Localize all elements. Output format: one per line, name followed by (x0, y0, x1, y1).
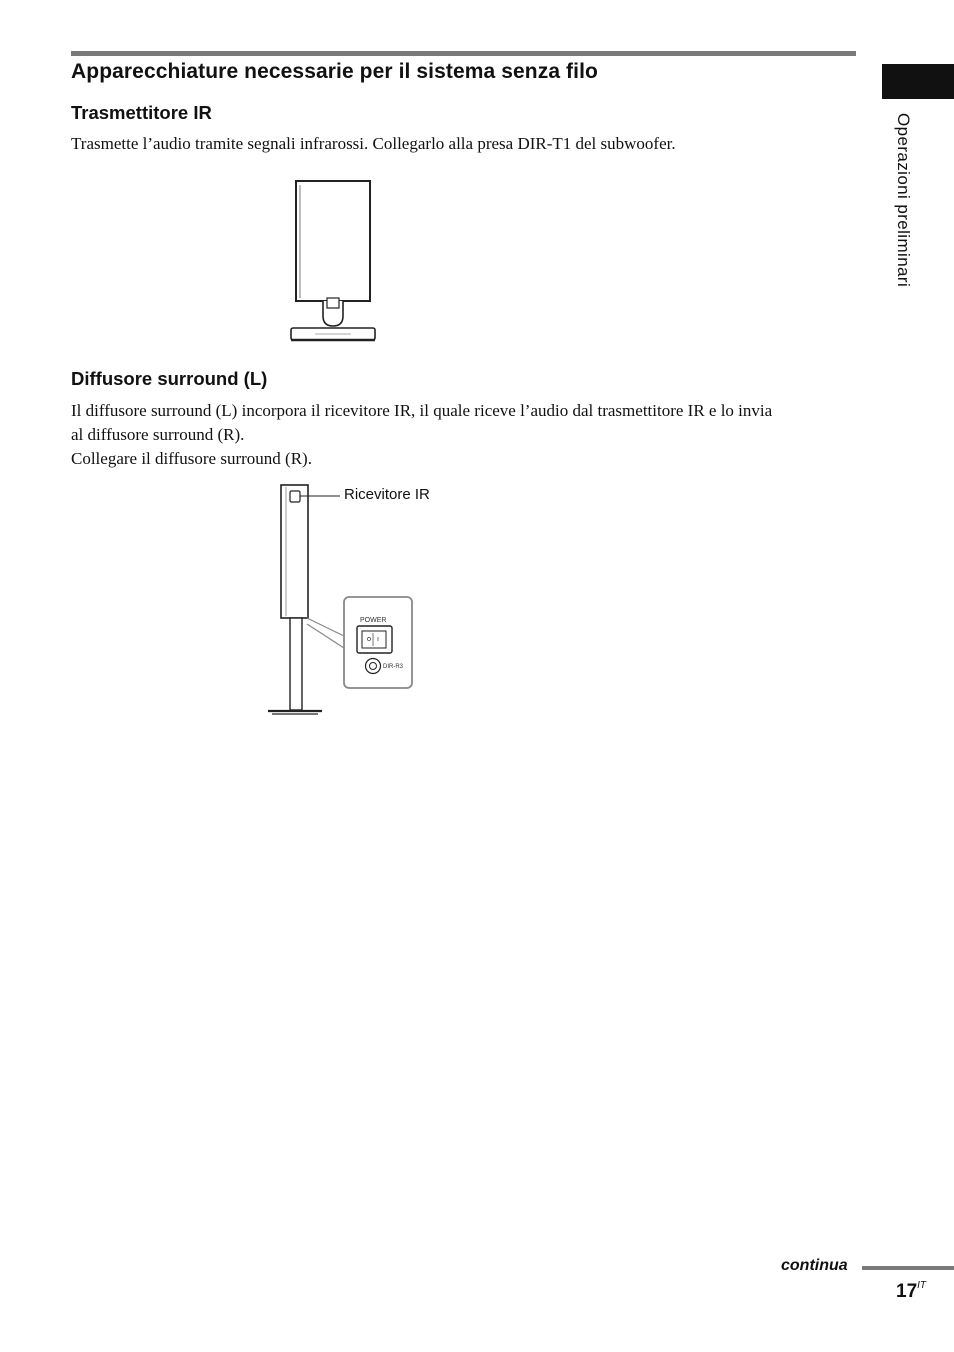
transmitter-description: Trasmette l’audio tramite segnali infrarossi. Collegarlo alla presa DIR-T1 del subwoofer. (71, 134, 676, 153)
section-top-rule (71, 51, 856, 56)
continua-label: continua (781, 1257, 848, 1274)
transmitter-heading: Trasmettitore IR (71, 102, 212, 123)
surround-description-line2: al diffusore surround (R). (71, 425, 245, 444)
continua-rule (862, 1266, 954, 1270)
surround-description-line3: Collegare il diffusore surround (R). (71, 449, 312, 468)
page-number-suffix: IT (917, 1280, 927, 1291)
power-label: POWER (360, 617, 387, 624)
page-number-value: 17 (896, 1281, 918, 1302)
ir-transmitter-illustration (285, 176, 385, 352)
surround-heading: Diffusore surround (L) (71, 368, 268, 389)
page-number (896, 1280, 926, 1303)
surround-description-line1: Il diffusore surround (L) incorpora il ricevitore IR, il quale riceve l’audio dal trasmettitore IR e lo invia (71, 401, 773, 420)
side-tab-marker (882, 64, 954, 99)
dir-r3-label: DIR-R3 (383, 664, 404, 670)
surround-speaker-illustration (260, 480, 450, 720)
ir-receiver-window (290, 491, 300, 502)
ir-receiver-callout: Ricevitore IR (344, 486, 430, 503)
side-tab-label: Operazioni preliminari (894, 113, 913, 288)
section-heading: Apparecchiature necessarie per il sistema senza filo (71, 60, 598, 83)
